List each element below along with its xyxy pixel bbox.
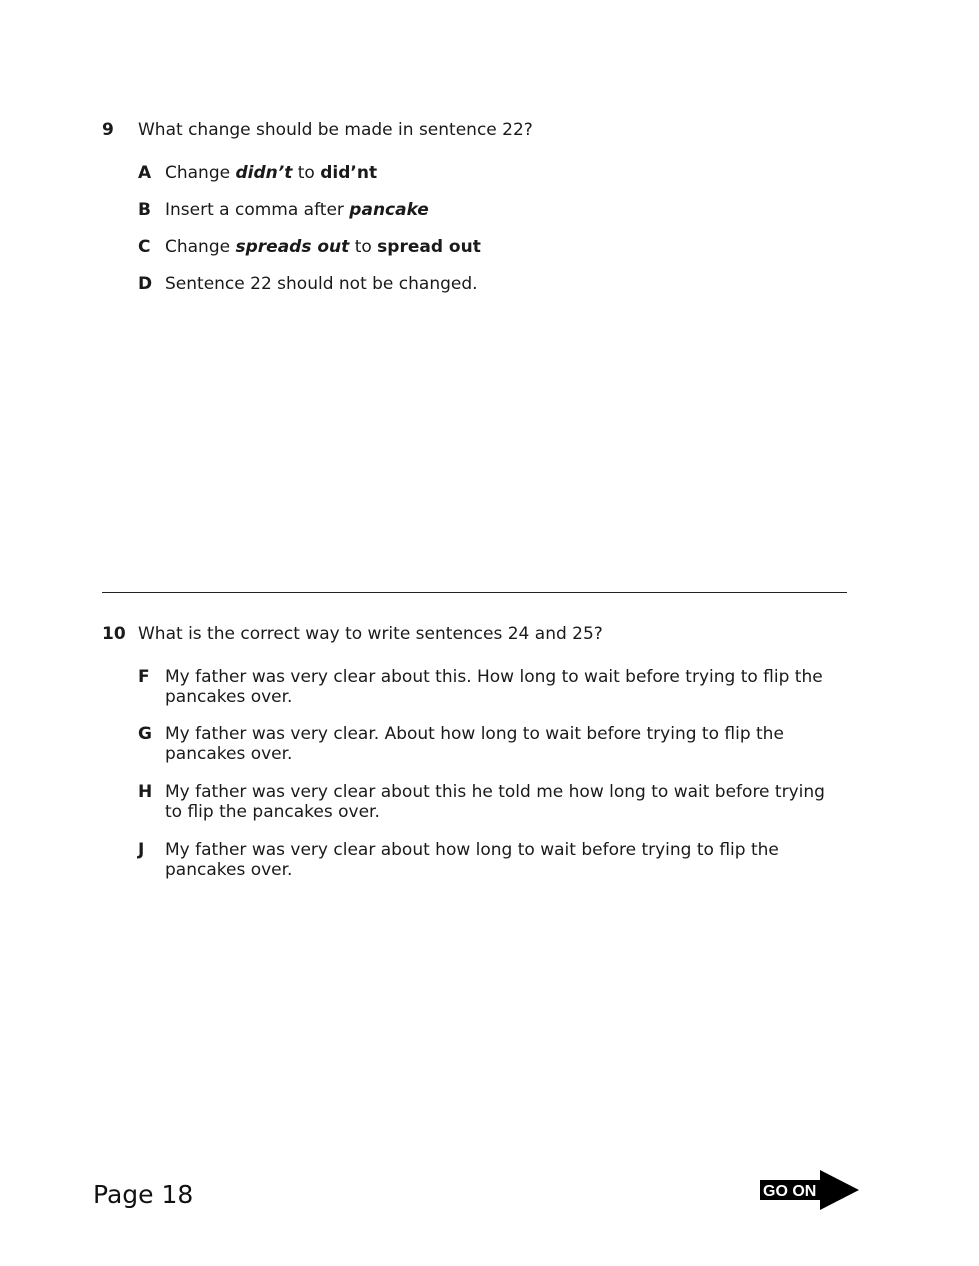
option-text: My father was very clear about how long to wait before trying to flip the pancakes over. xyxy=(165,840,779,880)
option-letter: B xyxy=(138,200,151,220)
option-text: My father was very clear about this he told me how long to wait before trying to flip the pancakes over. xyxy=(165,782,825,822)
q9-stem: What change should be made in sentence 22? xyxy=(138,120,533,140)
q10-option-j[interactable] xyxy=(138,840,858,882)
q10-number: 10 xyxy=(102,624,126,644)
q9-option-a[interactable] xyxy=(138,163,858,183)
option-text: Insert a comma after pancake xyxy=(165,200,429,220)
section-divider xyxy=(102,592,847,593)
option-letter: F xyxy=(138,667,150,687)
arrow-right-icon xyxy=(760,1170,860,1210)
page-number: Page 18 xyxy=(93,1180,194,1209)
q9-number: 9 xyxy=(102,120,114,140)
option-letter: G xyxy=(138,724,152,744)
option-letter: D xyxy=(138,274,153,294)
option-letter: C xyxy=(138,237,151,257)
q10-option-h[interactable] xyxy=(138,782,858,824)
option-text: Change spreads out to spread out xyxy=(165,237,481,257)
q9-option-d[interactable] xyxy=(138,274,858,294)
q10-option-f[interactable] xyxy=(138,667,858,709)
q10-stem: What is the correct way to write sentences 24 and 25? xyxy=(138,624,603,644)
q10-option-g[interactable] xyxy=(138,724,858,766)
option-letter: J xyxy=(138,840,145,860)
option-text: Sentence 22 should not be changed. xyxy=(165,274,478,294)
go-on-label: GO ON xyxy=(763,1183,817,1200)
q9-option-c[interactable] xyxy=(138,237,858,257)
option-text: My father was very clear about this. How long to wait before trying to flip the pancakes over. xyxy=(165,667,823,707)
option-letter: H xyxy=(138,782,153,802)
option-letter: A xyxy=(138,163,152,183)
q9-option-b[interactable] xyxy=(138,200,858,220)
go-on-button[interactable] xyxy=(760,1170,860,1210)
option-text: My father was very clear. About how long to wait before trying to flip the pancakes over. xyxy=(165,724,784,764)
option-text: Change didn’t to did’nt xyxy=(165,163,378,183)
